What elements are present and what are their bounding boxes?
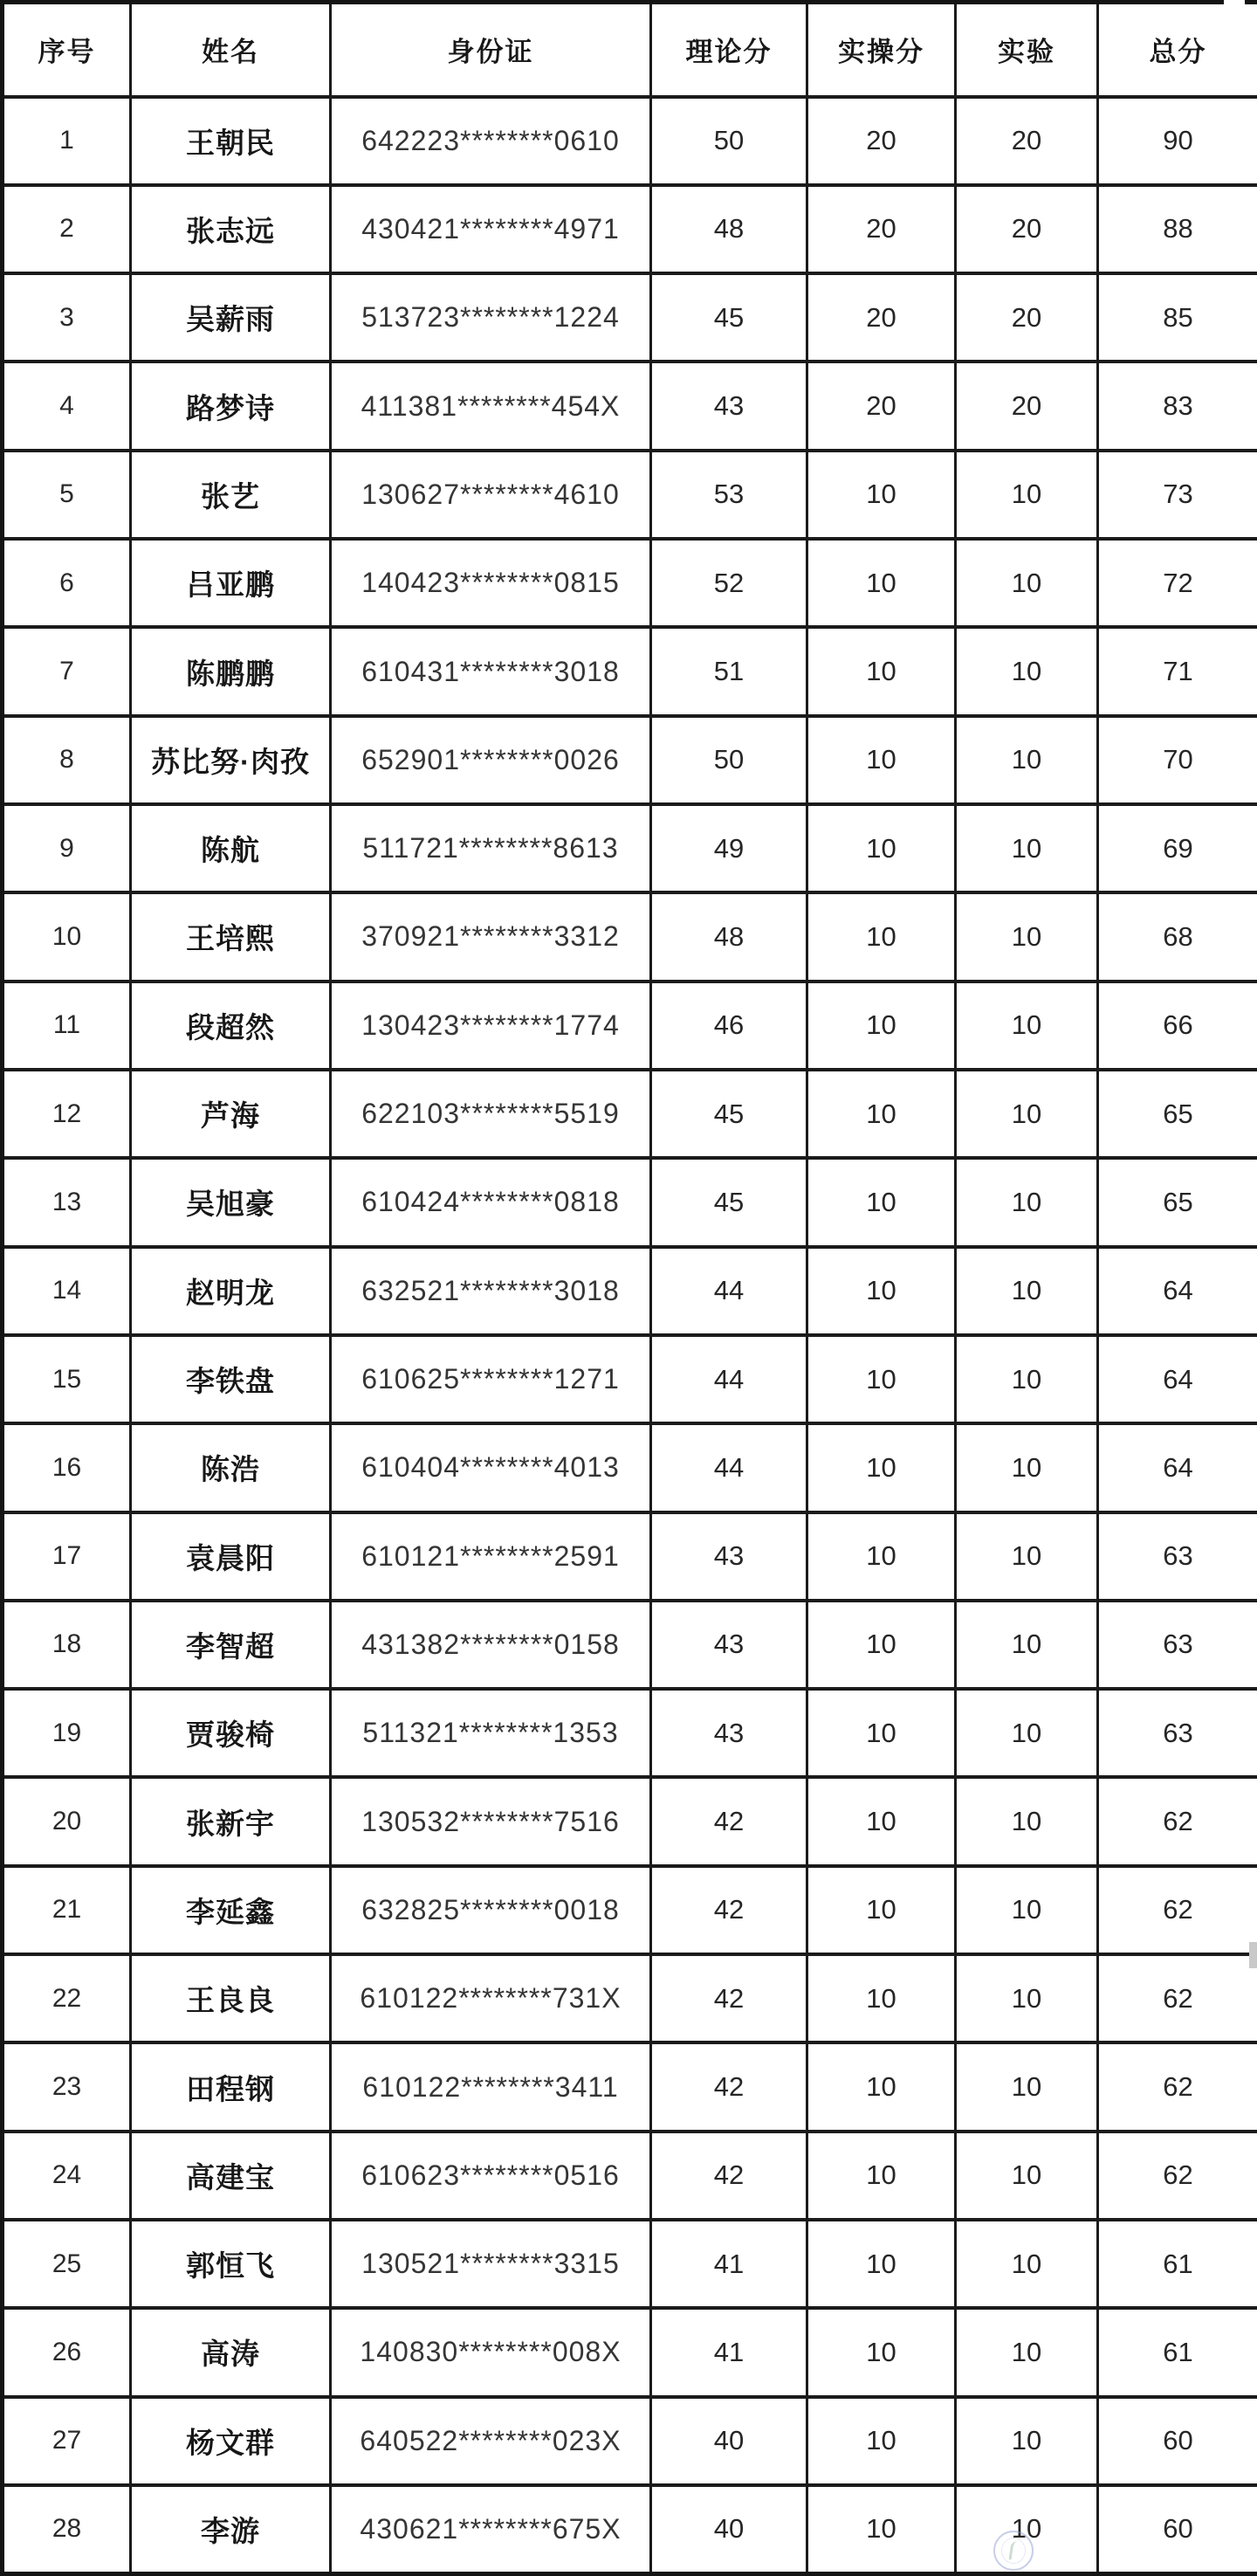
cell-id: 610424********0818 xyxy=(331,1158,651,1246)
cell-id: 642223********0610 xyxy=(331,97,651,185)
cell-experiment: 10 xyxy=(956,1423,1098,1512)
cell-experiment: 10 xyxy=(956,1866,1098,1954)
cell-experiment: 10 xyxy=(956,1070,1098,1158)
cell-name: 郭恒飞 xyxy=(131,2220,331,2308)
table-row xyxy=(3,362,1257,450)
cell-practical: 10 xyxy=(807,1423,956,1512)
table-row xyxy=(3,2042,1257,2131)
cell-id: 610625********1271 xyxy=(331,1335,651,1423)
cell-practical: 10 xyxy=(807,1247,956,1335)
cell-practical: 20 xyxy=(807,362,956,450)
cell-practical: 10 xyxy=(807,2397,956,2485)
cell-experiment: 10 xyxy=(956,451,1098,539)
cell-theory: 52 xyxy=(651,539,807,627)
cell-seq: 26 xyxy=(3,2308,131,2396)
cell-name: 陈浩 xyxy=(131,1423,331,1512)
table-row xyxy=(3,627,1257,715)
table-row xyxy=(3,2485,1257,2574)
table-row xyxy=(3,981,1257,1070)
table-row xyxy=(3,1777,1257,1865)
cell-name: 贾骏椅 xyxy=(131,1689,331,1777)
cell-seq: 5 xyxy=(3,451,131,539)
cell-theory: 41 xyxy=(651,2308,807,2396)
cell-name: 李延鑫 xyxy=(131,1866,331,1954)
table-row xyxy=(3,1689,1257,1777)
cell-experiment: 10 xyxy=(956,2485,1098,2574)
table-row xyxy=(3,2308,1257,2396)
cell-seq: 18 xyxy=(3,1601,131,1689)
cell-theory: 42 xyxy=(651,1954,807,2042)
cell-theory: 42 xyxy=(651,2042,807,2131)
cell-total: 62 xyxy=(1098,1954,1257,2042)
cell-total: 62 xyxy=(1098,2042,1257,2131)
cell-name: 吴旭豪 xyxy=(131,1158,331,1246)
cell-seq: 6 xyxy=(3,539,131,627)
cell-seq: 21 xyxy=(3,1866,131,1954)
cell-total: 63 xyxy=(1098,1689,1257,1777)
cell-experiment: 20 xyxy=(956,185,1098,273)
cell-id: 622103********5519 xyxy=(331,1070,651,1158)
cell-seq: 11 xyxy=(3,981,131,1070)
cell-experiment: 20 xyxy=(956,97,1098,185)
cell-theory: 51 xyxy=(651,627,807,715)
cell-id: 430421********4971 xyxy=(331,185,651,273)
table-row xyxy=(3,1070,1257,1158)
cell-total: 62 xyxy=(1098,2132,1257,2220)
table-row xyxy=(3,1247,1257,1335)
cell-experiment: 10 xyxy=(956,1954,1098,2042)
column-header-theory: 理论分 xyxy=(651,3,807,97)
cell-practical: 10 xyxy=(807,1335,956,1423)
cell-id: 610404********4013 xyxy=(331,1423,651,1512)
table-body xyxy=(3,97,1257,2574)
cell-practical: 10 xyxy=(807,2308,956,2396)
cell-experiment: 10 xyxy=(956,1689,1098,1777)
cell-total: 63 xyxy=(1098,1601,1257,1689)
column-header-practical: 实操分 xyxy=(807,3,956,97)
cell-total: 88 xyxy=(1098,185,1257,273)
table-row xyxy=(3,892,1257,981)
cell-name: 苏比努·肉孜 xyxy=(131,716,331,804)
table-row xyxy=(3,1601,1257,1689)
cell-total: 72 xyxy=(1098,539,1257,627)
cell-id: 411381********454X xyxy=(331,362,651,450)
column-header-total: 总分 xyxy=(1098,3,1257,97)
cell-theory: 49 xyxy=(651,804,807,892)
cell-experiment: 10 xyxy=(956,892,1098,981)
cell-id: 130627********4610 xyxy=(331,451,651,539)
table-row xyxy=(3,1512,1257,1601)
cell-seq: 25 xyxy=(3,2220,131,2308)
cell-theory: 42 xyxy=(651,1777,807,1865)
cell-experiment: 10 xyxy=(956,2042,1098,2131)
cell-name: 吴薪雨 xyxy=(131,273,331,362)
table-header xyxy=(3,3,1257,97)
table-row xyxy=(3,804,1257,892)
cell-name: 芦海 xyxy=(131,1070,331,1158)
cell-total: 64 xyxy=(1098,1247,1257,1335)
table-row xyxy=(3,1954,1257,2042)
column-header-id: 身份证 xyxy=(331,3,651,97)
cell-seq: 20 xyxy=(3,1777,131,1865)
cell-theory: 46 xyxy=(651,981,807,1070)
cell-experiment: 10 xyxy=(956,2132,1098,2220)
cell-practical: 10 xyxy=(807,1601,956,1689)
cell-name: 吕亚鹏 xyxy=(131,539,331,627)
table-row xyxy=(3,1335,1257,1423)
cell-theory: 50 xyxy=(651,716,807,804)
cell-theory: 45 xyxy=(651,1070,807,1158)
cell-practical: 10 xyxy=(807,2132,956,2220)
cell-total: 85 xyxy=(1098,273,1257,362)
cell-id: 610431********3018 xyxy=(331,627,651,715)
cell-practical: 10 xyxy=(807,981,956,1070)
table-row xyxy=(3,2397,1257,2485)
cell-name: 张志远 xyxy=(131,185,331,273)
cell-id: 610623********0516 xyxy=(331,2132,651,2220)
cell-theory: 43 xyxy=(651,1689,807,1777)
cell-seq: 7 xyxy=(3,627,131,715)
cell-name: 王朝民 xyxy=(131,97,331,185)
cell-seq: 19 xyxy=(3,1689,131,1777)
cell-experiment: 10 xyxy=(956,1158,1098,1246)
cell-name: 陈航 xyxy=(131,804,331,892)
cell-id: 610122********731X xyxy=(331,1954,651,2042)
cell-theory: 45 xyxy=(651,273,807,362)
cell-total: 64 xyxy=(1098,1335,1257,1423)
cell-practical: 10 xyxy=(807,1866,956,1954)
cell-experiment: 10 xyxy=(956,716,1098,804)
cell-seq: 23 xyxy=(3,2042,131,2131)
cell-total: 61 xyxy=(1098,2220,1257,2308)
cell-practical: 10 xyxy=(807,1070,956,1158)
cell-id: 652901********0026 xyxy=(331,716,651,804)
cell-seq: 16 xyxy=(3,1423,131,1512)
cell-practical: 10 xyxy=(807,1954,956,2042)
cell-total: 62 xyxy=(1098,1777,1257,1865)
cell-seq: 15 xyxy=(3,1335,131,1423)
cell-name: 赵明龙 xyxy=(131,1247,331,1335)
cell-id: 140830********008X xyxy=(331,2308,651,2396)
cell-seq: 8 xyxy=(3,716,131,804)
cell-seq: 2 xyxy=(3,185,131,273)
cell-total: 70 xyxy=(1098,716,1257,804)
cell-seq: 3 xyxy=(3,273,131,362)
cell-experiment: 10 xyxy=(956,2308,1098,2396)
cell-total: 64 xyxy=(1098,1423,1257,1512)
cell-experiment: 10 xyxy=(956,627,1098,715)
table-row xyxy=(3,451,1257,539)
cell-practical: 20 xyxy=(807,273,956,362)
cell-seq: 28 xyxy=(3,2485,131,2574)
cell-theory: 42 xyxy=(651,1866,807,1954)
cell-total: 73 xyxy=(1098,451,1257,539)
table-row xyxy=(3,1158,1257,1246)
cell-theory: 44 xyxy=(651,1423,807,1512)
cell-id: 610122********3411 xyxy=(331,2042,651,2131)
cell-experiment: 10 xyxy=(956,2397,1098,2485)
cell-total: 69 xyxy=(1098,804,1257,892)
cell-theory: 43 xyxy=(651,1512,807,1601)
cell-name: 袁晨阳 xyxy=(131,1512,331,1601)
cell-theory: 44 xyxy=(651,1247,807,1335)
cell-id: 632521********3018 xyxy=(331,1247,651,1335)
cell-id: 640522********023X xyxy=(331,2397,651,2485)
cell-name: 张新宇 xyxy=(131,1777,331,1865)
cell-practical: 10 xyxy=(807,539,956,627)
cell-theory: 41 xyxy=(651,2220,807,2308)
cell-theory: 48 xyxy=(651,185,807,273)
cell-name: 路梦诗 xyxy=(131,362,331,450)
table-row xyxy=(3,185,1257,273)
cell-experiment: 10 xyxy=(956,804,1098,892)
cell-experiment: 20 xyxy=(956,362,1098,450)
column-header-experiment: 实验 xyxy=(956,3,1098,97)
cell-practical: 10 xyxy=(807,1158,956,1246)
table-row xyxy=(3,2220,1257,2308)
cell-theory: 43 xyxy=(651,362,807,450)
table-row xyxy=(3,2132,1257,2220)
cell-seq: 4 xyxy=(3,362,131,450)
cell-total: 65 xyxy=(1098,1070,1257,1158)
cell-total: 63 xyxy=(1098,1512,1257,1601)
cell-seq: 17 xyxy=(3,1512,131,1601)
cell-experiment: 10 xyxy=(956,1247,1098,1335)
cell-practical: 20 xyxy=(807,185,956,273)
cell-total: 66 xyxy=(1098,981,1257,1070)
cell-seq: 27 xyxy=(3,2397,131,2485)
table-row xyxy=(3,539,1257,627)
cell-practical: 10 xyxy=(807,2220,956,2308)
header-row xyxy=(3,3,1257,97)
cell-practical: 10 xyxy=(807,716,956,804)
cell-experiment: 10 xyxy=(956,981,1098,1070)
cell-name: 杨文群 xyxy=(131,2397,331,2485)
cell-practical: 10 xyxy=(807,451,956,539)
cell-practical: 10 xyxy=(807,627,956,715)
cell-experiment: 10 xyxy=(956,539,1098,627)
cell-id: 130521********3315 xyxy=(331,2220,651,2308)
cell-id: 632825********0018 xyxy=(331,1866,651,1954)
cell-seq: 1 xyxy=(3,97,131,185)
cell-id: 511321********1353 xyxy=(331,1689,651,1777)
column-header-name: 姓名 xyxy=(131,3,331,97)
cell-seq: 22 xyxy=(3,1954,131,2042)
cell-seq: 9 xyxy=(3,804,131,892)
cell-name: 田程钢 xyxy=(131,2042,331,2131)
cell-id: 511721********8613 xyxy=(331,804,651,892)
cell-name: 李游 xyxy=(131,2485,331,2574)
cell-name: 李铁盘 xyxy=(131,1335,331,1423)
cell-practical: 10 xyxy=(807,1512,956,1601)
cell-id: 431382********0158 xyxy=(331,1601,651,1689)
cell-total: 62 xyxy=(1098,1866,1257,1954)
cell-practical: 10 xyxy=(807,2042,956,2131)
table-row xyxy=(3,97,1257,185)
cell-name: 段超然 xyxy=(131,981,331,1070)
cell-id: 130532********7516 xyxy=(331,1777,651,1865)
cell-theory: 45 xyxy=(651,1158,807,1246)
cell-theory: 53 xyxy=(651,451,807,539)
cell-experiment: 10 xyxy=(956,1335,1098,1423)
cell-experiment: 10 xyxy=(956,2220,1098,2308)
cell-id: 610121********2591 xyxy=(331,1512,651,1601)
cell-seq: 24 xyxy=(3,2132,131,2220)
cell-seq: 13 xyxy=(3,1158,131,1246)
cell-id: 140423********0815 xyxy=(331,539,651,627)
cell-theory: 40 xyxy=(651,2397,807,2485)
table-row xyxy=(3,1866,1257,1954)
table-row xyxy=(3,1423,1257,1512)
cell-practical: 20 xyxy=(807,97,956,185)
cell-id: 430621********675X xyxy=(331,2485,651,2574)
cell-seq: 12 xyxy=(3,1070,131,1158)
cell-practical: 10 xyxy=(807,804,956,892)
cell-experiment: 10 xyxy=(956,1512,1098,1601)
table-row xyxy=(3,273,1257,362)
cell-theory: 43 xyxy=(651,1601,807,1689)
cell-total: 65 xyxy=(1098,1158,1257,1246)
cell-id: 370921********3312 xyxy=(331,892,651,981)
cell-seq: 10 xyxy=(3,892,131,981)
cell-theory: 44 xyxy=(651,1335,807,1423)
cell-name: 王培熙 xyxy=(131,892,331,981)
cell-name: 高涛 xyxy=(131,2308,331,2396)
cell-practical: 10 xyxy=(807,892,956,981)
cell-seq: 14 xyxy=(3,1247,131,1335)
column-header-seq: 序号 xyxy=(3,3,131,97)
cell-experiment: 10 xyxy=(956,1601,1098,1689)
cell-theory: 42 xyxy=(651,2132,807,2220)
cell-id: 130423********1774 xyxy=(331,981,651,1070)
cell-name: 李智超 xyxy=(131,1601,331,1689)
cell-experiment: 20 xyxy=(956,273,1098,362)
cell-total: 61 xyxy=(1098,2308,1257,2396)
cell-practical: 10 xyxy=(807,1689,956,1777)
cell-theory: 40 xyxy=(651,2485,807,2574)
cell-name: 王良良 xyxy=(131,1954,331,2042)
cell-practical: 10 xyxy=(807,1777,956,1865)
table-row xyxy=(3,716,1257,804)
cell-total: 83 xyxy=(1098,362,1257,450)
cell-total: 68 xyxy=(1098,892,1257,981)
cell-total: 71 xyxy=(1098,627,1257,715)
cell-experiment: 10 xyxy=(956,1777,1098,1865)
cell-name: 高建宝 xyxy=(131,2132,331,2220)
cell-total: 60 xyxy=(1098,2485,1257,2574)
cell-total: 90 xyxy=(1098,97,1257,185)
cell-name: 张艺 xyxy=(131,451,331,539)
cell-theory: 50 xyxy=(651,97,807,185)
cell-practical: 10 xyxy=(807,2485,956,2574)
cell-theory: 48 xyxy=(651,892,807,981)
cell-total: 60 xyxy=(1098,2397,1257,2485)
cell-name: 陈鹏鹏 xyxy=(131,627,331,715)
cell-id: 513723********1224 xyxy=(331,273,651,362)
